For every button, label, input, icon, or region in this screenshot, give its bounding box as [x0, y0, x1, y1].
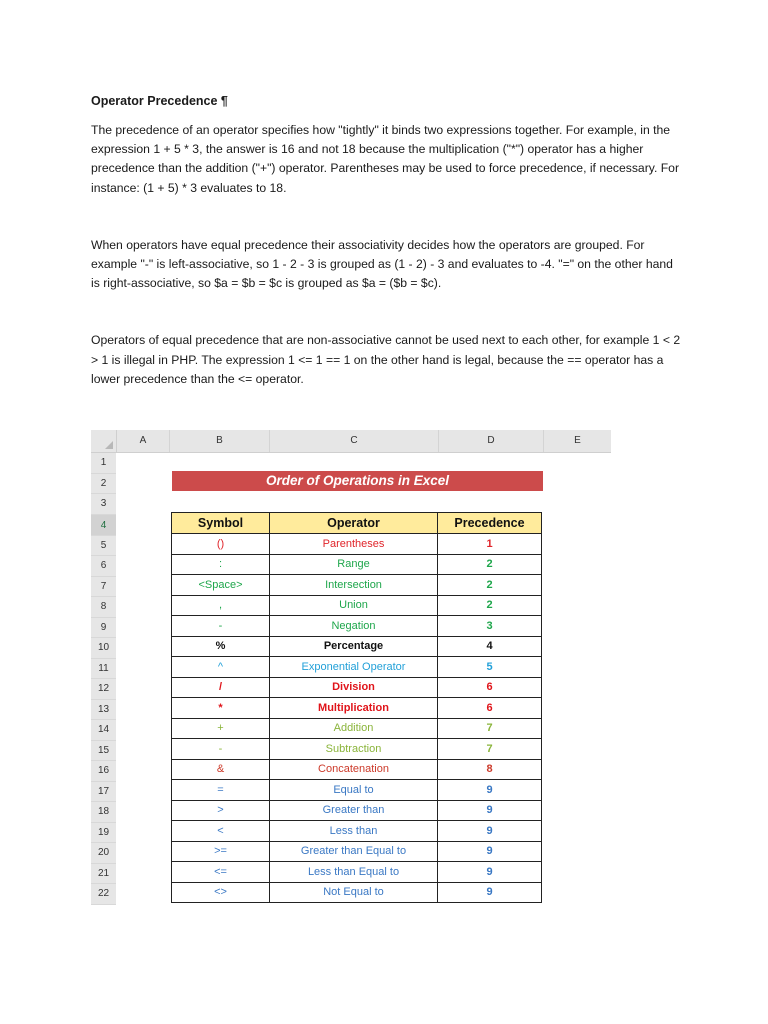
cell-precedence[interactable]: 9 [438, 882, 542, 903]
cell-symbol[interactable]: : [172, 554, 270, 575]
cell-precedence[interactable]: 9 [438, 821, 542, 842]
cell-symbol[interactable]: % [172, 636, 270, 657]
cell-precedence[interactable]: 9 [438, 800, 542, 821]
table-row [172, 616, 542, 637]
cell-precedence[interactable]: 7 [438, 718, 542, 739]
cell-symbol[interactable]: ^ [172, 657, 270, 678]
table-row [172, 862, 542, 883]
cell-operator[interactable]: Subtraction [270, 739, 438, 760]
table-row [172, 554, 542, 575]
cell-precedence[interactable]: 9 [438, 780, 542, 801]
table-row [172, 677, 542, 698]
cell-precedence[interactable]: 2 [438, 575, 542, 596]
cell-operator[interactable]: Less than [270, 821, 438, 842]
row-header-8[interactable]: 8 [91, 597, 116, 618]
cell-precedence[interactable]: 2 [438, 554, 542, 575]
row-header-22[interactable]: 22 [91, 884, 116, 905]
cell-symbol[interactable]: = [172, 780, 270, 801]
cell-operator[interactable]: Union [270, 595, 438, 616]
row-header-19[interactable]: 19 [91, 823, 116, 844]
cell-operator[interactable]: Parentheses [270, 534, 438, 555]
row-header-3[interactable]: 3 [91, 494, 116, 515]
cell-symbol[interactable]: <Space> [172, 575, 270, 596]
row-header-7[interactable]: 7 [91, 577, 116, 598]
cell-operator[interactable]: Addition [270, 718, 438, 739]
table-row [172, 882, 542, 903]
cell-operator[interactable]: Negation [270, 616, 438, 637]
cell-precedence[interactable]: 6 [438, 677, 542, 698]
cell-operator[interactable]: Not Equal to [270, 882, 438, 903]
cell-operator[interactable]: Multiplication [270, 698, 438, 719]
cell-symbol[interactable]: - [172, 739, 270, 760]
column-header-a[interactable]: A [117, 430, 170, 452]
cell-symbol[interactable]: / [172, 677, 270, 698]
paragraph-precedence: The precedence of an operator specifies how "tightly" it binds two expressions together. For example, in the expression 1 + 5 * 3, the answer is 16 and not 18 because the multiplication ("*") operator has a higher precedence than the addition ("+") operator. Parentheses may be used to force precedence, if necessary. For instance: (1 + 5) * 3 evaluates to 18. [91, 123, 680, 195]
row-header-9[interactable]: 9 [91, 618, 116, 639]
table-header-row [172, 513, 542, 534]
cell-operator[interactable]: Greater than Equal to [270, 841, 438, 862]
cell-operator[interactable]: Less than Equal to [270, 862, 438, 883]
table-row [172, 800, 542, 821]
table-row [172, 718, 542, 739]
cell-precedence[interactable]: 6 [438, 698, 542, 719]
table-row [172, 841, 542, 862]
document-body [91, 92, 681, 389]
row-header-12[interactable]: 12 [91, 679, 116, 700]
cell-operator[interactable]: Greater than [270, 800, 438, 821]
cell-operator[interactable]: Intersection [270, 575, 438, 596]
row-header-20[interactable]: 20 [91, 843, 116, 864]
header-symbol: Symbol [172, 513, 270, 534]
cell-symbol[interactable]: <> [172, 882, 270, 903]
select-all-corner[interactable] [91, 430, 117, 452]
operator-precedence-table [171, 512, 542, 903]
table-row [172, 821, 542, 842]
cell-operator[interactable]: Percentage [270, 636, 438, 657]
cell-symbol[interactable]: * [172, 698, 270, 719]
table-row [172, 636, 542, 657]
row-header-2[interactable]: 2 [91, 474, 116, 495]
row-header-14[interactable]: 14 [91, 720, 116, 741]
table-row [172, 698, 542, 719]
column-header-d[interactable]: D [439, 430, 544, 452]
cell-operator[interactable]: Division [270, 677, 438, 698]
row-header-11[interactable]: 11 [91, 659, 116, 680]
cell-operator[interactable]: Concatenation [270, 759, 438, 780]
column-header-bar [91, 430, 611, 453]
cell-precedence[interactable]: 3 [438, 616, 542, 637]
cell-symbol[interactable]: + [172, 718, 270, 739]
cell-symbol[interactable]: & [172, 759, 270, 780]
column-header-b[interactable]: B [170, 430, 270, 452]
cell-precedence[interactable]: 5 [438, 657, 542, 678]
cell-symbol[interactable]: <= [172, 862, 270, 883]
cell-symbol[interactable]: < [172, 821, 270, 842]
cell-symbol[interactable]: - [172, 616, 270, 637]
paragraph-non-associative: Operators of equal precedence that are non-associative cannot be used next to each other, for example 1 < 2 > 1 is illegal in PHP. The expression 1 <= 1 == 1 on the other hand is legal, because the == operator has a lower precedence than the <= operator. [91, 333, 681, 386]
cell-operator[interactable]: Equal to [270, 780, 438, 801]
row-header-6[interactable]: 6 [91, 556, 116, 577]
row-header-15[interactable]: 15 [91, 741, 116, 762]
cell-precedence[interactable]: 1 [438, 534, 542, 555]
row-header-18[interactable]: 18 [91, 802, 116, 823]
header-precedence: Precedence [438, 513, 542, 534]
row-header-5[interactable]: 5 [91, 536, 116, 557]
row-header-16[interactable]: 16 [91, 761, 116, 782]
table-row [172, 534, 542, 555]
row-header-17[interactable]: 17 [91, 782, 116, 803]
column-header-e[interactable]: E [574, 435, 581, 446]
cell-operator[interactable]: Range [270, 554, 438, 575]
cell-precedence[interactable]: 7 [438, 739, 542, 760]
table-row [172, 657, 542, 678]
table-row [172, 780, 542, 801]
row-header-13[interactable]: 13 [91, 700, 116, 721]
cell-precedence[interactable]: 9 [438, 862, 542, 883]
column-header-c[interactable]: C [270, 430, 439, 452]
cell-symbol[interactable]: () [172, 534, 270, 555]
section-heading: Operator Precedence ¶ [91, 94, 228, 108]
cell-symbol[interactable]: , [172, 595, 270, 616]
cell-precedence[interactable]: 4 [438, 636, 542, 657]
row-header-10[interactable]: 10 [91, 638, 116, 659]
table-row [172, 575, 542, 596]
row-header-4[interactable]: 4 [91, 515, 116, 536]
cell-precedence[interactable]: 2 [438, 595, 542, 616]
table-row [172, 759, 542, 780]
cell-symbol[interactable]: >= [172, 841, 270, 862]
table-row [172, 739, 542, 760]
header-operator: Operator [270, 513, 438, 534]
spreadsheet-screenshot [91, 430, 611, 908]
cell-precedence[interactable]: 9 [438, 841, 542, 862]
cell-precedence[interactable]: 8 [438, 759, 542, 780]
cell-operator[interactable]: Exponential Operator [270, 657, 438, 678]
table-row [172, 595, 542, 616]
paragraph-associativity: When operators have equal precedence their associativity decides how the operators are grouped. For example "-" is left-associative, so 1 - 2 - 3 is grouped as (1 - 2) - 3 and evaluates to -4. "=" on the other hand is right-associative, so $a = $b = $c is grouped as $a = ($b = $c). [91, 237, 673, 291]
row-header-21[interactable]: 21 [91, 864, 116, 885]
cell-symbol[interactable]: > [172, 800, 270, 821]
table-title-banner: Order of Operations in Excel [172, 471, 543, 491]
row-header-1[interactable]: 1 [91, 453, 116, 474]
